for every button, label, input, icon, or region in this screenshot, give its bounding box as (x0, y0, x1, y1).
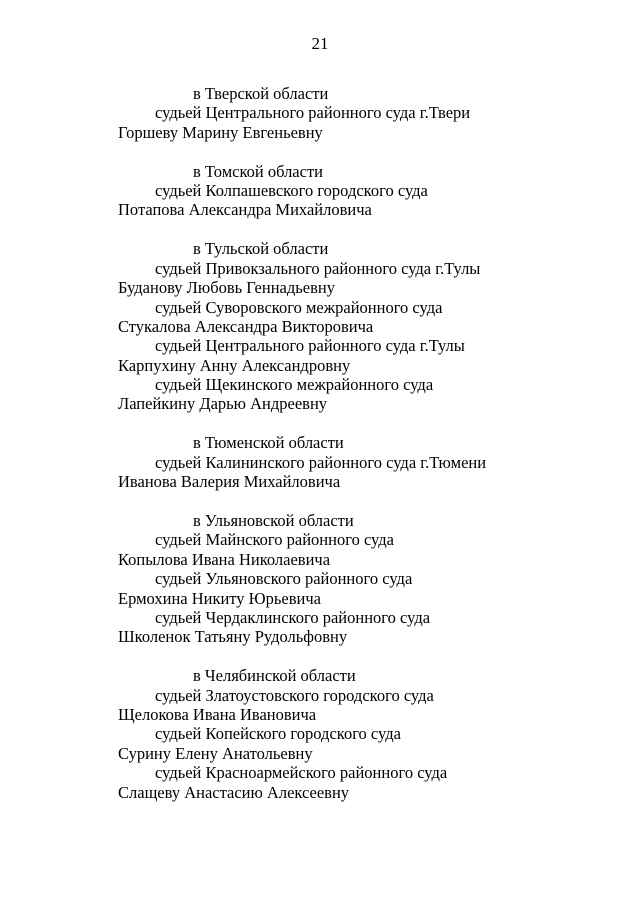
person-name: Лапейкину Дарью Андреевну (118, 394, 328, 414)
region-heading: в Тульской области (193, 239, 329, 259)
court-line: судьей Чердаклинского районного суда (155, 607, 431, 627)
region-section-chelyabinsk (0, 666, 640, 802)
person-name: Копылова Ивана Николаевича (118, 549, 331, 569)
region-heading: в Томской области (193, 161, 323, 181)
region-section-tula (0, 239, 640, 414)
region-section-tyumen (0, 433, 640, 491)
court-line: судьей Суворовского межрайонного суда (155, 297, 443, 317)
page-number: 21 (311, 34, 329, 53)
region-section-tver (0, 84, 640, 142)
person-name: Щелокова Ивана Ивановича (118, 705, 317, 725)
region-heading: в Челябинской области (193, 666, 356, 686)
court-line: судьей Колпашевского городского суда (155, 181, 428, 201)
person-name: Школенок Татьяну Рудольфовну (118, 627, 348, 647)
court-line: судьей Майнского районного суда (155, 530, 394, 550)
court-line: судьей Центрального районного суда г.Твери (155, 103, 471, 123)
court-line: судьей Привокзального районного суда г.Тулы (155, 258, 481, 278)
person-name: Ермохина Никиту Юрьевича (118, 588, 321, 608)
court-line: судьей Копейского городского суда (155, 724, 401, 744)
person-name: Горшеву Марину Евгеньевну (118, 122, 323, 142)
person-name: Сурину Елену Анатольевну (118, 743, 313, 763)
court-line: судьей Красноармейского районного суда (155, 763, 448, 783)
court-line: судьей Центрального районного суда г.Тулы (155, 336, 465, 356)
region-heading: в Ульяновской области (193, 511, 354, 531)
appointments-list (0, 84, 640, 822)
person-name: Потапова Александра Михайловича (118, 200, 372, 220)
court-line: судьей Калининского районного суда г.Тюмени (155, 452, 487, 472)
region-section-ulyanovsk (0, 511, 640, 647)
court-line: судьей Ульяновского районного суда (155, 569, 413, 589)
court-line: судьей Златоустовского городского суда (155, 685, 434, 705)
person-name: Стукалова Александра Викторовича (118, 316, 374, 336)
court-line: судьей Щекинского межрайонного суда (155, 375, 434, 395)
person-name: Буданову Любовь Геннадьевну (118, 278, 335, 298)
region-section-tomsk (0, 162, 640, 220)
person-name: Карпухину Анну Александровну (118, 355, 351, 375)
person-name: Иванова Валерия Михайловича (118, 472, 341, 492)
region-heading: в Тюменской области (193, 433, 344, 453)
region-heading: в Тверской области (193, 84, 329, 103)
person-name: Слащеву Анастасию Алексеевну (118, 782, 350, 802)
